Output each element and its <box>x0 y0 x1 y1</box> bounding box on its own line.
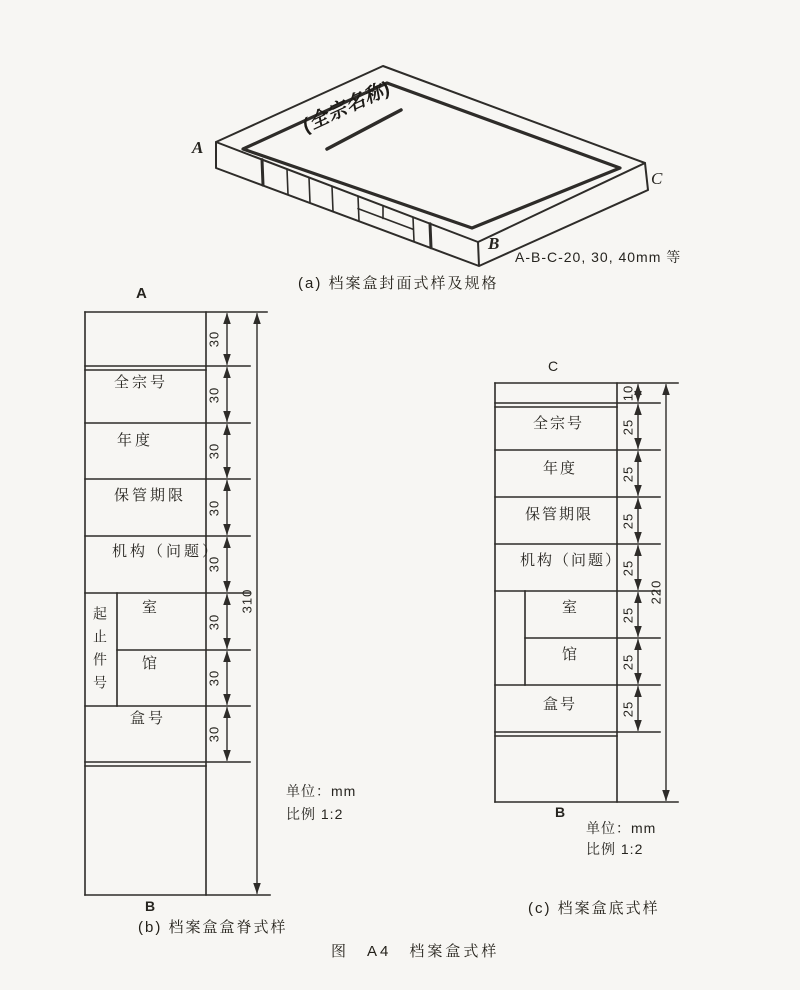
panel-b-dim-5: 30 <box>206 613 222 631</box>
panel-b-dim-1: 30 <box>206 386 222 404</box>
panel-b-row-label-6: 馆 <box>142 655 161 672</box>
panel-c-row-label-3: 保管期限 <box>525 506 594 523</box>
corner-label-a: A <box>192 138 204 157</box>
panel-c-top-label: C <box>548 358 559 374</box>
panel-b-dim-6: 30 <box>206 669 222 687</box>
panel-c-dim-6: 25 <box>620 653 636 671</box>
panel-b-dim-3: 30 <box>206 499 222 517</box>
panel-c-scale-note: 比例 1:2 <box>586 841 644 857</box>
panel-b-row-label-4: 机构（问题） <box>112 543 221 560</box>
box-spec-note: A-B-C-20, 30, 40mm 等 <box>515 249 682 265</box>
panel-c-dim-2: 25 <box>620 465 636 483</box>
panel-b-total-dim: 310 <box>239 588 255 614</box>
panel-b-row-label-7: 盒号 <box>130 710 167 727</box>
panel-b-caption: (b) 档案盒盒脊式样 <box>138 919 288 936</box>
panel-b-dim-0: 30 <box>206 330 222 348</box>
panel-c-dim-7: 25 <box>620 700 636 718</box>
panel-c-row-label-6: 馆 <box>562 646 580 663</box>
panel-c-row-label-1: 全宗号 <box>533 415 585 432</box>
panel-b-side-label: 起止件号 <box>92 606 108 698</box>
panel-b-dim-7: 30 <box>206 725 222 743</box>
panel-c-dim-4: 25 <box>620 559 636 577</box>
panel-b-row-label-5: 室 <box>142 599 161 616</box>
panel-c-row-label-4: 机构（问题） <box>520 552 623 569</box>
panel-b-row-label-1: 全宗号 <box>114 374 169 391</box>
panel-c-dim-5: 25 <box>620 606 636 624</box>
cover-title: (全宗名称) <box>299 77 395 137</box>
corner-label-c: C <box>651 169 663 188</box>
panel-b-row-label-3: 保管期限 <box>114 487 187 504</box>
panel-c-total-dim: 220 <box>648 579 664 605</box>
panel-c-dim-1: 25 <box>620 418 636 436</box>
panel-c-row-label-5: 室 <box>562 599 580 616</box>
panel-c-dim-3: 25 <box>620 512 636 530</box>
panel-b-row-label-2: 年度 <box>117 432 154 449</box>
panel-b-scale-note: 比例 1:2 <box>286 806 344 822</box>
panel-b-top-label: A <box>136 285 147 302</box>
figure-caption: 图 A4 档案盒式样 <box>331 943 500 960</box>
panel-c-bottom-label: B <box>555 804 566 820</box>
panel-a-caption: (a) 档案盒封面式样及规格 <box>298 275 499 292</box>
panel-b-bottom-label: B <box>145 898 156 914</box>
panel-c-unit-note: 单位：mm <box>586 820 657 836</box>
panel-c-row-label-7: 盒号 <box>543 696 578 713</box>
panel-c-row-label-2: 年度 <box>543 460 578 477</box>
panel-b-dim-4: 30 <box>206 555 222 573</box>
panel-c-dim-0: 10 <box>620 384 636 402</box>
panel-c-caption: (c) 档案盒底式样 <box>528 900 660 917</box>
archive-box-3d-drawing <box>216 66 648 266</box>
panel-b-unit-note: 单位：mm <box>286 783 357 799</box>
panel-b-dim-2: 30 <box>206 442 222 460</box>
corner-label-b: B <box>488 234 500 253</box>
